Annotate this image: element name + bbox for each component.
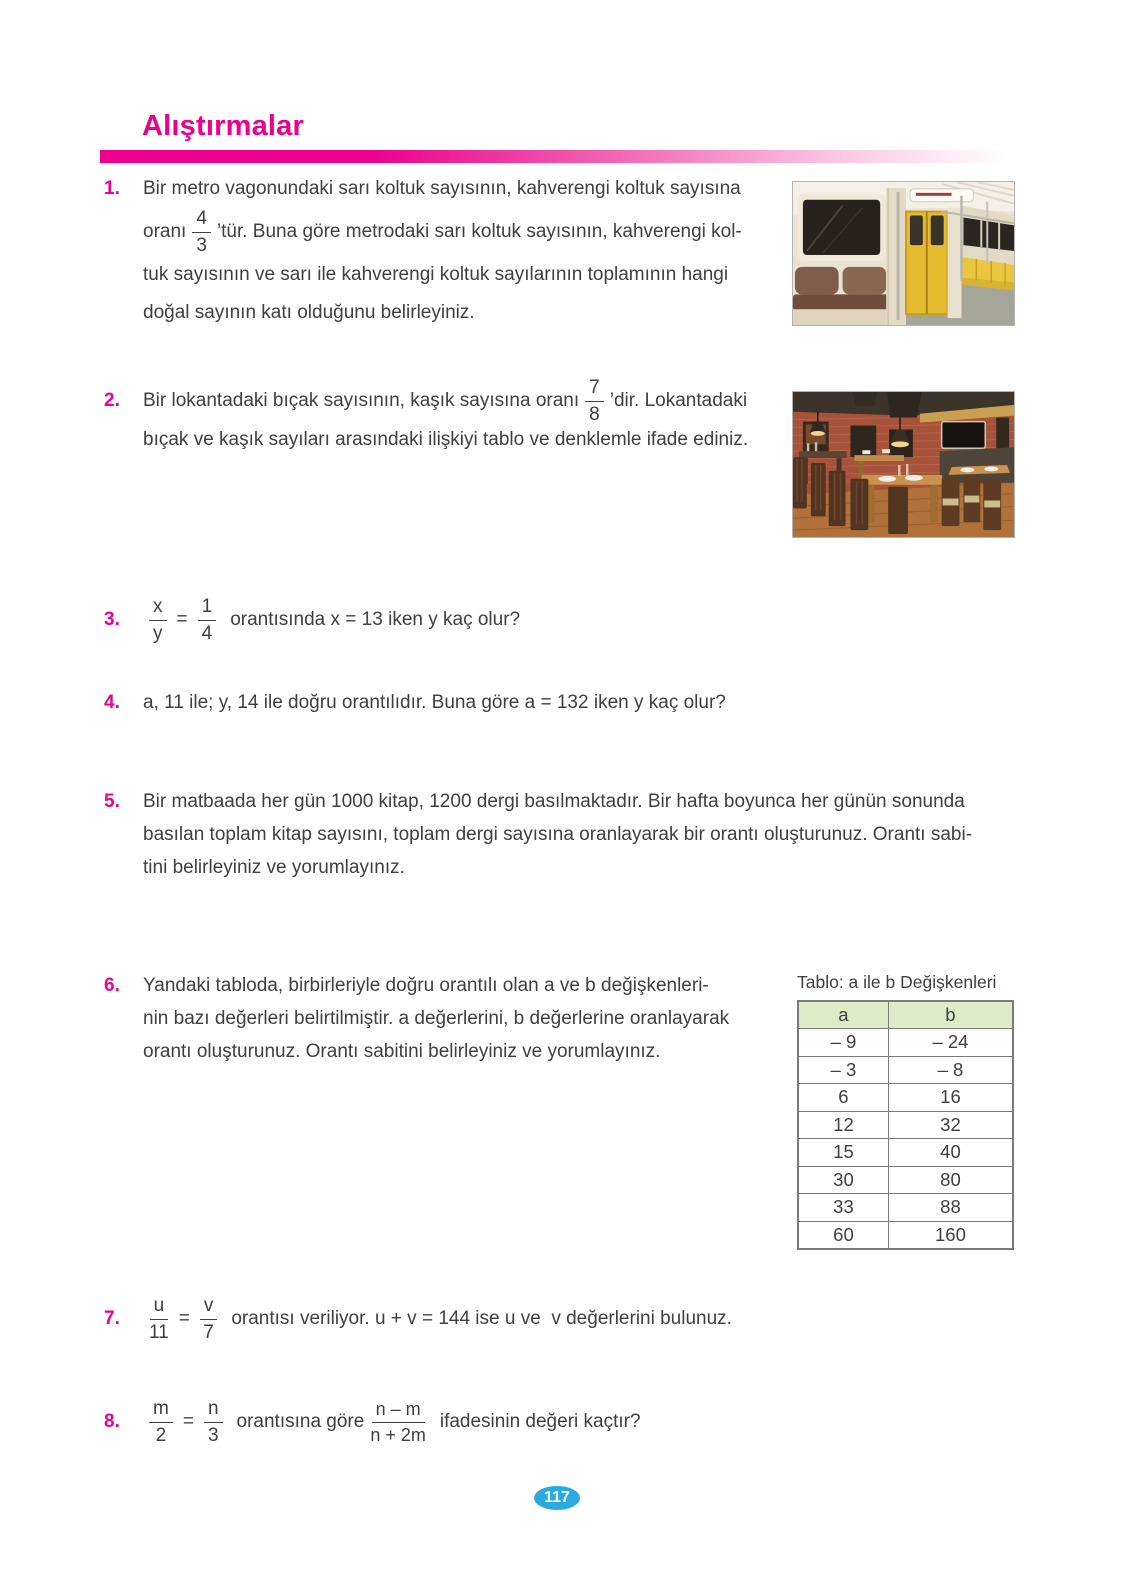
exercise-2-number: 2. xyxy=(104,390,120,411)
fraction-denominator: n + 2m xyxy=(370,1424,426,1445)
fraction-denominator: 7 xyxy=(203,1321,214,1343)
variables-table xyxy=(797,1000,1014,1250)
cell-b: 88 xyxy=(888,1194,1013,1222)
metro-photo-illustration xyxy=(793,182,1014,325)
exercise-5-number: 5. xyxy=(104,791,120,812)
exercise-6-line: orantı oluşturunuz. Orantı sabitini belirleyiniz ve yorumlayınız. xyxy=(143,1041,661,1062)
exercise-6 xyxy=(104,969,753,1068)
table-header-row xyxy=(798,1001,1013,1029)
fraction-denominator: 8 xyxy=(589,403,600,425)
text-segment: orantısına göre xyxy=(236,1411,365,1432)
exercise-1-line: Bir metro vagonundaki sarı koltuk sayısının, kahverengi koltuk sayısına xyxy=(143,178,741,199)
fraction-denominator: y xyxy=(153,622,163,644)
text-segment: Bir lokantadaki bıçak sayısının, kaşık sayısına oranı xyxy=(143,390,580,411)
fraction-7-8 xyxy=(585,378,604,425)
table-row xyxy=(798,1194,1013,1222)
cell-a: 33 xyxy=(798,1194,888,1222)
fraction-1-4 xyxy=(198,597,217,644)
exercise-4-number: 4. xyxy=(104,692,120,713)
fraction-denominator: 4 xyxy=(201,622,213,644)
exercise-5-line: Bir matbaada her gün 1000 kitap, 1200 dergi basılmaktadır. Bir hafta boyunca her günün sonunda xyxy=(143,791,965,812)
exercise-6-number: 6. xyxy=(104,975,120,996)
exercise-7-number: 7. xyxy=(104,1308,120,1329)
exercise-3 xyxy=(104,592,520,648)
fraction-nm-n2m xyxy=(370,1400,426,1445)
cell-a: – 9 xyxy=(798,1029,888,1057)
fraction-n-3 xyxy=(204,1399,223,1446)
cell-b: 160 xyxy=(888,1221,1013,1249)
fraction-numerator: u xyxy=(150,1296,169,1320)
table-row xyxy=(798,1221,1013,1249)
cell-b: – 8 xyxy=(888,1056,1013,1084)
exercise-1-line: tuk sayısının ve sarı ile kahverengi koltuk sayılarının toplamının hangi xyxy=(143,264,729,285)
page-title: Alıştırmalar xyxy=(142,110,304,142)
restaurant-photo-illustration xyxy=(793,392,1014,537)
exercise-7 xyxy=(104,1293,732,1345)
exercise-1 xyxy=(104,170,771,332)
table-row xyxy=(798,1166,1013,1194)
metro-photo xyxy=(792,181,1015,326)
cell-b: – 24 xyxy=(888,1029,1013,1057)
exercise-5-line: tini belirleyiniz ve yorumlayınız. xyxy=(143,857,405,878)
cell-b: 80 xyxy=(888,1166,1013,1194)
exercise-2-line: bıçak ve kaşık sayıları arasındaki ilişkiyi tablo ve denklemle ifade ediniz. xyxy=(143,429,749,450)
exercise-3-line xyxy=(143,592,520,648)
column-header-b: b xyxy=(888,1001,1013,1029)
fraction-denominator: 3 xyxy=(207,1424,219,1446)
header-gradient-bar xyxy=(100,150,1005,163)
exercise-4 xyxy=(104,684,726,722)
cell-a: – 3 xyxy=(798,1056,888,1084)
fraction-numerator: m xyxy=(149,1399,173,1423)
exercise-1-line: doğal sayının katı olduğunu belirleyiniz. xyxy=(143,302,475,323)
cell-b: 40 xyxy=(888,1139,1013,1167)
table-row xyxy=(798,1139,1013,1167)
fraction-numerator: 4 xyxy=(192,209,211,233)
text-segment: ifadesinin değeri kaçtır? xyxy=(439,1411,641,1432)
fraction-v-7 xyxy=(200,1296,218,1343)
fraction-m-2 xyxy=(149,1399,173,1446)
text-segment: orantısında x = 13 iken y kaç olur? xyxy=(230,609,521,630)
exercise-5 xyxy=(104,785,1013,884)
page-number-badge: 117 xyxy=(534,1486,580,1510)
exercise-8-number: 8. xyxy=(104,1411,120,1432)
exercise-8 xyxy=(104,1394,641,1450)
exercise-1-line xyxy=(143,208,771,256)
fraction-numerator: 7 xyxy=(585,378,604,402)
cell-a: 60 xyxy=(798,1221,888,1249)
fraction-numerator: n – m xyxy=(372,1400,425,1423)
equals-sign: = xyxy=(178,1308,190,1329)
cell-b: 16 xyxy=(888,1084,1013,1112)
exercise-8-line xyxy=(143,1394,641,1450)
text-segment: ’tür. Buna göre metrodaki sarı koltuk sayısının, kahverengi kol- xyxy=(216,221,742,242)
restaurant-photo xyxy=(792,391,1015,538)
fraction-denominator: 11 xyxy=(149,1321,169,1343)
text-segment: ’dir. Lokantadaki xyxy=(609,390,748,411)
column-header-a: a xyxy=(798,1001,888,1029)
exercise-2 xyxy=(104,376,783,456)
cell-a: 12 xyxy=(798,1111,888,1139)
equals-sign: = xyxy=(176,609,188,630)
fraction-numerator: n xyxy=(204,1399,223,1423)
text-segment: orantısı veriliyor. u + v = 144 ise u ve v değerlerini bulunuz. xyxy=(231,1308,732,1329)
table-row xyxy=(798,1029,1013,1057)
variables-table-block xyxy=(797,969,1015,1250)
exercise-6-line: nin bazı değerleri belirtilmiştir. a değerlerini, b değerlerine oranlayarak xyxy=(143,1008,730,1029)
exercise-4-line: a, 11 ile; y, 14 ile doğru orantılıdır. Buna göre a = 132 iken y kaç olur? xyxy=(143,692,726,713)
cell-a: 15 xyxy=(798,1139,888,1167)
equals-sign: = xyxy=(182,1411,194,1432)
fraction-4-3 xyxy=(192,209,211,256)
exercise-2-line xyxy=(143,376,783,425)
table-row xyxy=(798,1056,1013,1084)
exercise-3-number: 3. xyxy=(104,609,120,630)
table-title: Tablo: a ile b Değişkenleri xyxy=(797,972,997,992)
exercise-7-line xyxy=(143,1293,732,1345)
cell-b: 32 xyxy=(888,1111,1013,1139)
fraction-numerator: x xyxy=(149,597,167,621)
cell-a: 30 xyxy=(798,1166,888,1194)
exercise-1-number: 1. xyxy=(104,178,120,199)
text-segment: oranı xyxy=(143,221,187,242)
fraction-numerator: v xyxy=(200,1296,218,1320)
exercise-6-line: Yandaki tabloda, birbirleriyle doğru orantılı olan a ve b değişkenleri- xyxy=(143,975,709,996)
fraction-x-y xyxy=(149,597,167,644)
table-row xyxy=(798,1084,1013,1112)
fraction-u-11 xyxy=(149,1296,169,1343)
table-row xyxy=(798,1111,1013,1139)
fraction-denominator: 3 xyxy=(196,234,207,256)
fraction-numerator: 1 xyxy=(198,597,217,621)
fraction-denominator: 2 xyxy=(155,1424,167,1446)
cell-a: 6 xyxy=(798,1084,888,1112)
exercise-5-line: basılan toplam kitap sayısını, toplam dergi sayısına oranlayarak bir orantı oluşturunuz. Orantı sabi- xyxy=(143,824,973,845)
